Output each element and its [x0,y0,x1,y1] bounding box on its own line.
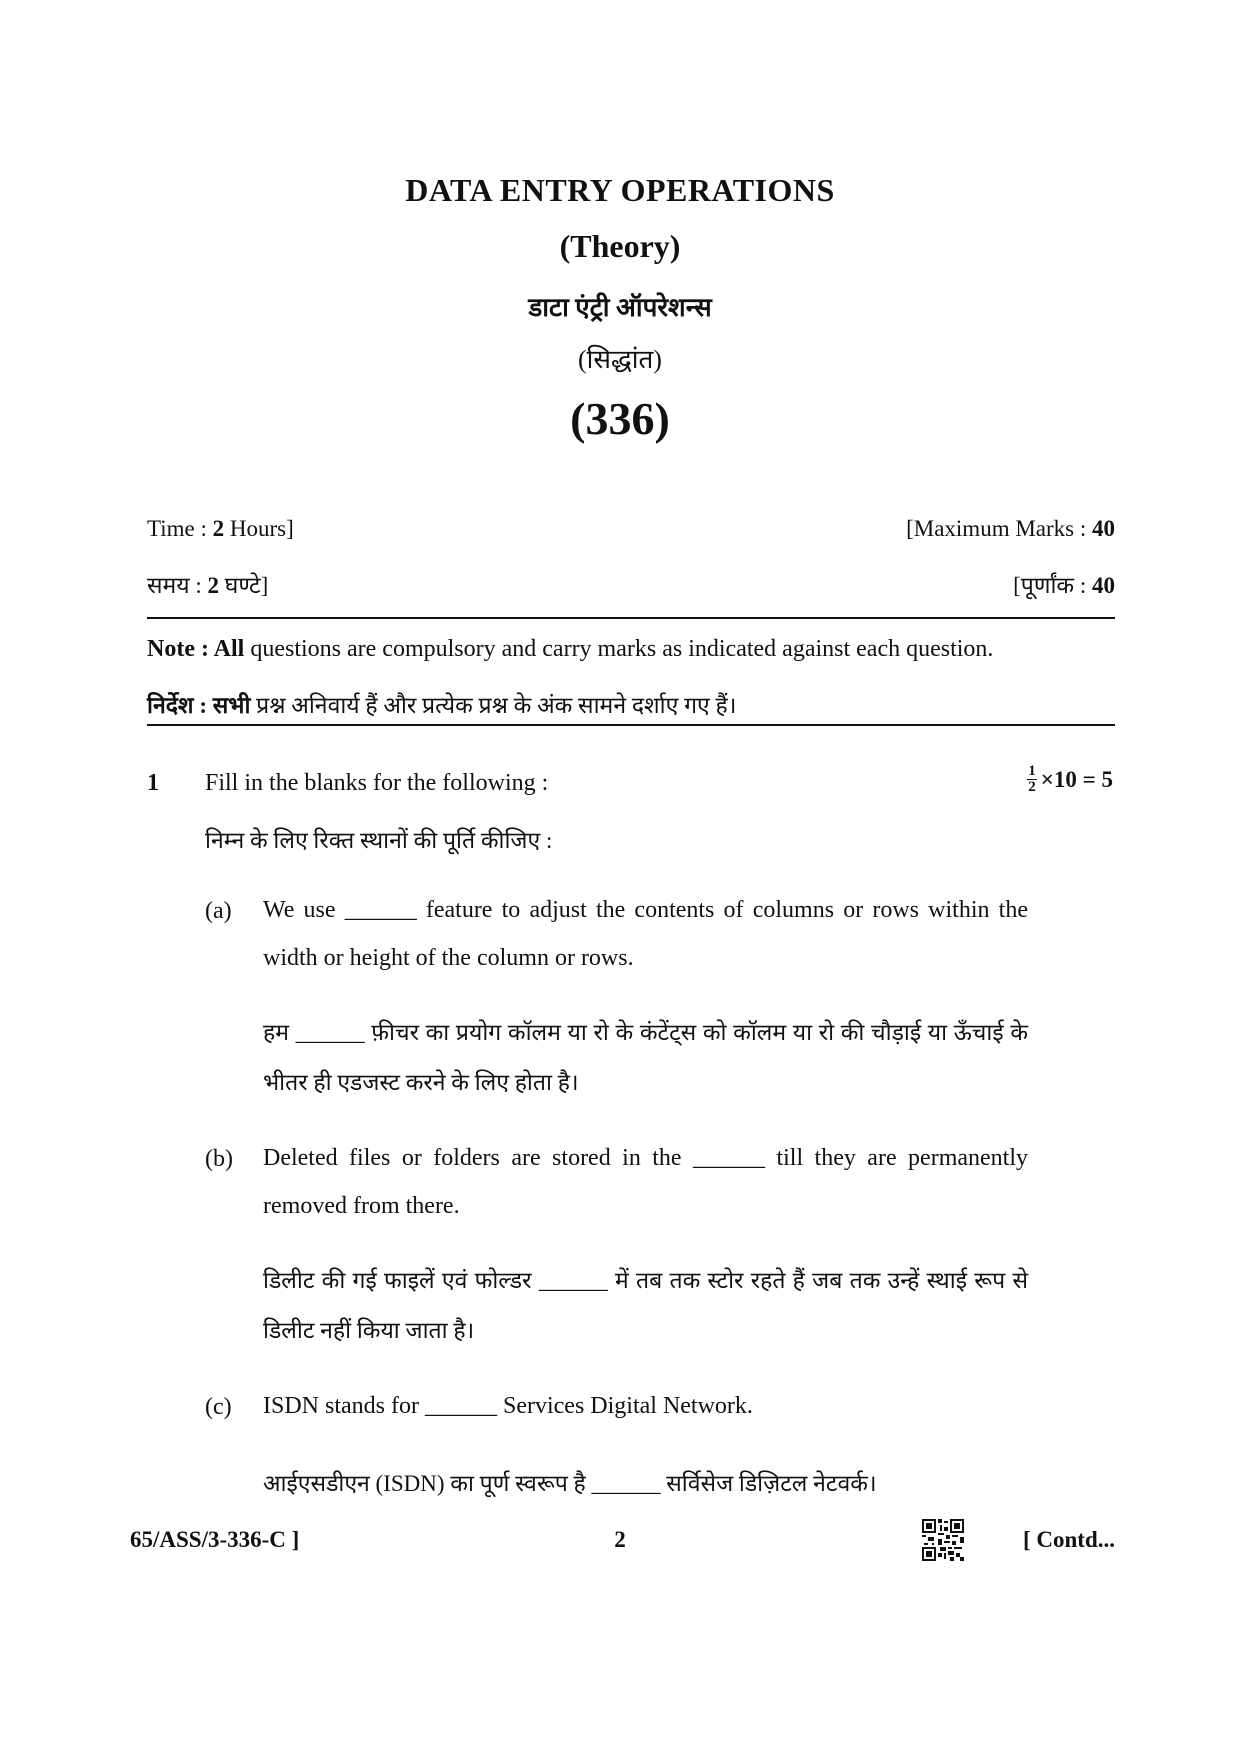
paper-code: 65/ASS/3-336-C ] [130,1527,300,1552]
divider-bottom [147,724,1115,726]
part-c-text-hindi: आईएसडीएन (ISDN) का पूर्ण स्वरूप है ______ सर्विसेज डिज़िटल नेटवर्क। [263,1471,877,1496]
part-c-text: ISDN stands for ______ Services Digital Network. [263,1393,753,1419]
maximum-marks [906,516,1115,542]
max-marks-label: [Maximum Marks : [906,516,1092,541]
max-marks-label-hindi: [पूर्णांक : [1013,573,1092,598]
time-allowed-hindi [147,568,268,600]
note-label-hindi: निर्देश : [147,693,213,718]
time-label-hindi: समय : [147,573,208,598]
time-value-hindi: 2 [207,573,220,598]
question-marks [1027,764,1113,795]
part-a-text: We use ______ feature to adjust the contents of columns or rows within the width or height of the column or rows. [263,897,1028,971]
exam-subtitle: (Theory) [559,228,681,264]
note-bold-word: All [213,636,245,662]
instructions-note [147,636,1115,663]
continued-label: [ Contd... [1022,1527,1115,1552]
note-label: Note : [147,636,214,662]
exam-title-hindi: डाटा एंट्री ऑपरेशन्स [528,293,712,322]
question-text-hindi: निम्न के लिए रिक्त स्थानों की पूर्ति कीजिए : [205,828,553,853]
question-number: 1 [147,770,159,796]
divider-top [147,617,1115,619]
marks-fraction-numerator: 1 [1028,763,1036,779]
time-unit-hindi: घण्टे] [219,573,269,598]
max-marks-value: 40 [1092,516,1115,541]
subject-code: (336) [570,393,670,444]
part-a-text-hindi: हम ______ फ़ीचर का प्रयोग कॉलम या रो के कंटेंट्स को कॉलम या रो की चौड़ाई या ऊँचाई के भीतर ही एडजस्ट करने के लिए होता है। [263,1020,1028,1095]
question-text: Fill in the blanks for the following : [205,770,549,796]
time-label: Time : [147,516,213,541]
exam-title: DATA ENTRY OPERATIONS [405,172,835,208]
time-unit: Hours] [224,516,294,541]
time-value: 2 [212,516,225,541]
part-b-label: (b) [205,1146,233,1172]
part-c-label: (c) [205,1394,232,1420]
part-b-text: Deleted files or folders are stored in the ______ till they are permanently removed from there. [263,1145,1028,1219]
max-marks-value-hindi: 40 [1092,573,1115,598]
note-text-hindi: प्रश्न अनिवार्य हैं और प्रत्येक प्रश्न के अंक सामने दर्शाए गए हैं। [250,693,737,718]
marks-total: ×10 = 5 [1040,766,1113,792]
note-text: questions are compulsory and carry marks as indicated against each question. [244,636,994,662]
maximum-marks-hindi [1013,568,1115,600]
time-allowed [147,516,294,542]
qr-code-icon [922,1519,964,1561]
part-b-text-hindi: डिलीट की गई फाइलें एवं फोल्डर ______ में तब तक स्टोर रहते हैं जब तक उन्हें स्थाई रूप से डिलीट नहीं किया जाता है। [263,1268,1028,1343]
exam-subtitle-hindi: (सिद्धांत) [578,345,662,374]
page-number: 2 [614,1527,626,1552]
part-a-label: (a) [205,898,232,924]
note-bold-word-hindi: सभी [212,693,251,718]
marks-fraction [1027,764,1037,795]
marks-fraction-denominator: 2 [1028,779,1036,795]
instructions-note-hindi [147,688,1115,720]
